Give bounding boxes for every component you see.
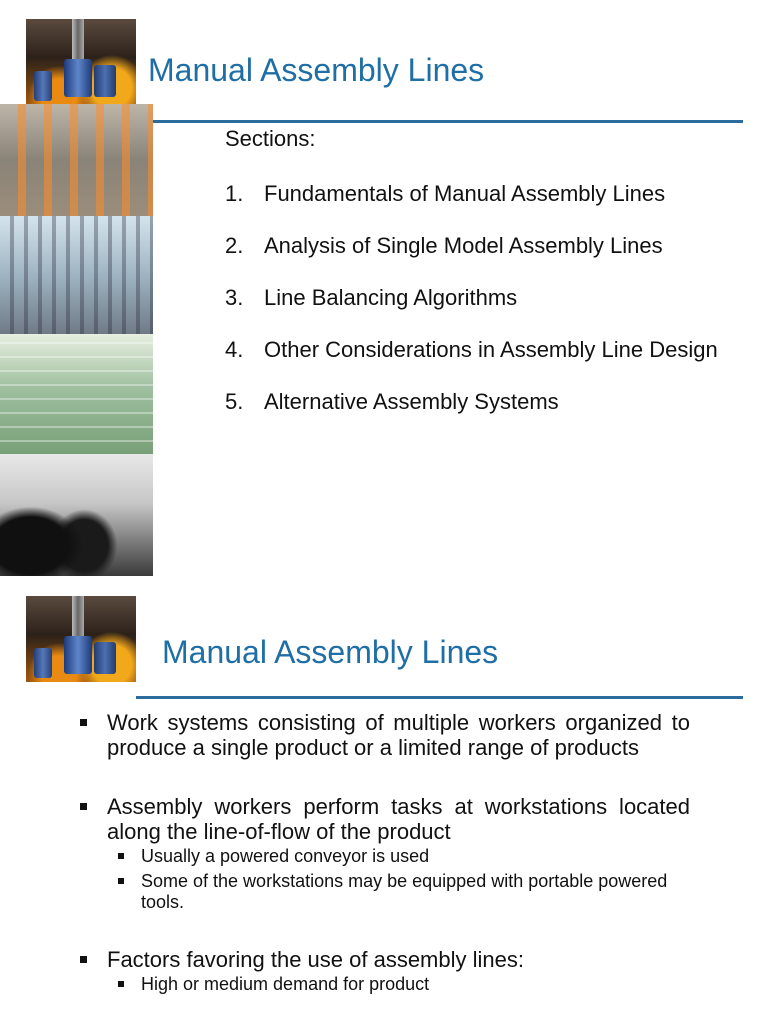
list-item: 4. Other Considerations in Assembly Line Design <box>225 337 718 362</box>
car-assembly-photo <box>0 454 153 576</box>
list-item: 5. Alternative Assembly Systems <box>225 389 559 414</box>
sub-bullet-list <box>107 974 690 995</box>
worker-assembly-line-photo <box>0 216 153 334</box>
slide-title: Manual Assembly Lines <box>162 634 499 670</box>
sub-list-item: High or medium demand for product <box>107 974 690 995</box>
list-item: 1. Fundamentals of Manual Assembly Lines <box>225 181 666 206</box>
bullet-list <box>80 710 690 1029</box>
sub-list-item: Usually a powered conveyor is used <box>107 846 690 867</box>
list-item: 2. Analysis of Single Model Assembly Lines <box>225 233 663 258</box>
robot-assembly-line-photo <box>0 104 153 216</box>
sub-list-item: Some of the workstations may be equipped with portable powered tools. <box>107 871 690 913</box>
sub-bullet-list <box>107 846 690 913</box>
title-rule <box>153 120 743 123</box>
assembly-robot-logo-image <box>26 596 136 682</box>
list-item: Work systems consisting of multiple workers organized to produce a single product or a limited range of products <box>80 710 690 760</box>
list-item: Factors favoring the use of assembly lines: High or medium demand for product <box>80 947 690 995</box>
slide-title: Manual Assembly Lines <box>148 52 485 88</box>
assembly-robot-logo-image <box>26 19 136 105</box>
title-rule <box>136 696 743 699</box>
list-item: Assembly workers perform tasks at workstations located along the line-of-flow of the product Usually a powered conveyor is used Some of the workstations may be equipped with portable powered tools. <box>80 794 690 913</box>
list-item: 3. Line Balancing Algorithms <box>225 285 518 310</box>
assembly-photo-strip <box>0 104 153 576</box>
factory-floor-photo <box>0 334 153 454</box>
sections-label: Sections: <box>225 126 316 151</box>
slide-2 <box>0 588 768 1024</box>
sections-list <box>225 170 755 430</box>
